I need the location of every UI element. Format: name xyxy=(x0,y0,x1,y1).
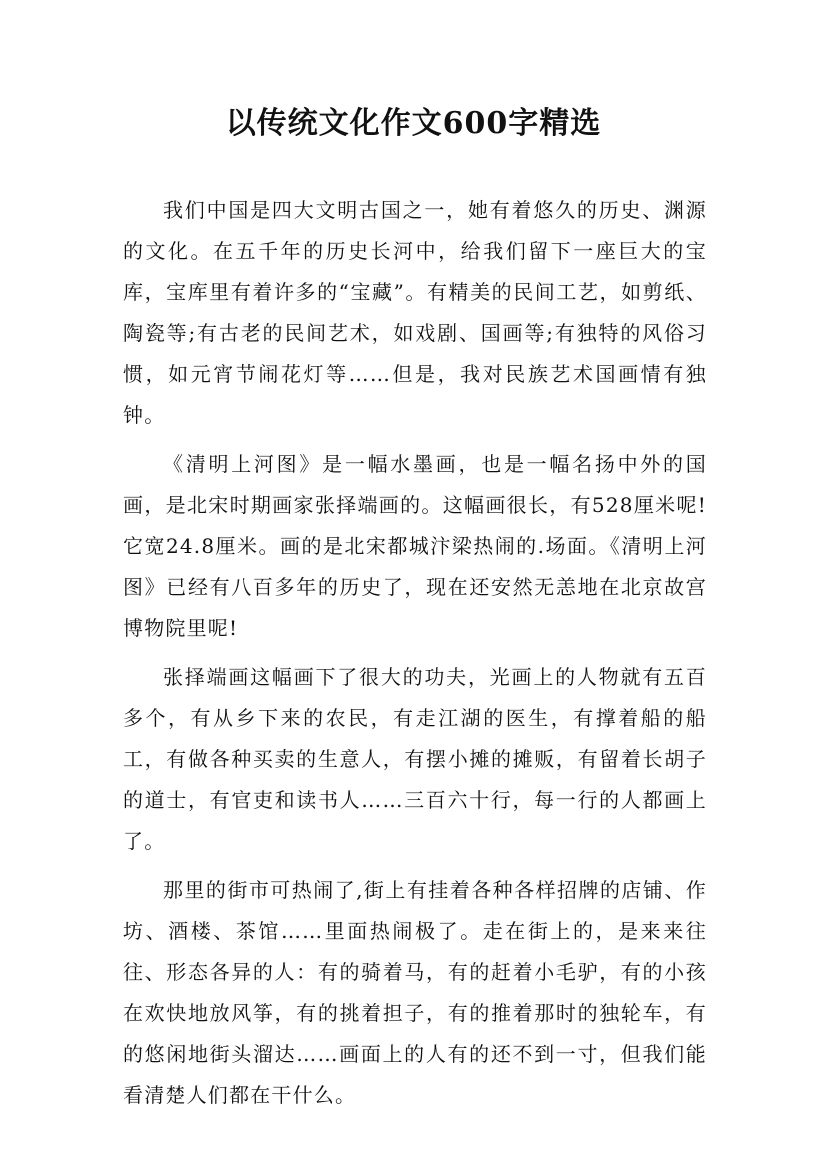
paragraph-1: 我们中国是四大文明古国之一，她有着悠久的历史、渊源的文化。在五千年的历史长河中，给我们留下一座巨大的宝库，宝库里有着许多的“宝藏”。有精美的民间工艺，如剪纸、陶瓷等;有古老的民间艺术，如戏剧、国画等;有独特的风俗习惯，如元宵节闹花灯等……但是，我对民族艺术国画情有独钟。 xyxy=(123,198,707,427)
paragraph-2: 《清明上河图》是一幅水墨画，也是一幅名扬中外的国画，是北宋时期画家张择端画的。这幅画很长，有528厘米呢!它宽24.8厘米。画的是北宋都城汴梁热闹的.场面。《清明上河图》已经有八百多年的历史了，现在还安然无恙地在北京故宫博物院里呢! xyxy=(123,452,707,640)
paragraph-4: 那里的街市可热闹了,街上有挂着各种各样招牌的店铺、作坊、酒楼、茶馆……里面热闹极了。走在街上的，是来来往往、形态各异的人：有的骑着马，有的赶着小毛驴，有的小孩在欢快地放风筝，有的挑着担子，有的推着那时的独轮车，有的悠闲地街头溜达……画面上的人有的还不到一寸，但我们能看清楚人们都在干什么。 xyxy=(123,878,707,1107)
article-body xyxy=(123,190,707,1124)
page-title: 以传统文化作文600字精选 xyxy=(225,106,602,141)
paragraph-3: 张择端画这幅画下了很大的功夫，光画上的人物就有五百多个，有从乡下来的农民，有走江湖的医生，有撑着船的船工，有做各种买卖的生意人，有摆小摊的摊贩，有留着长胡子的道士，有官吏和读书人……三百六十行，每一行的人都画上了。 xyxy=(123,665,707,853)
